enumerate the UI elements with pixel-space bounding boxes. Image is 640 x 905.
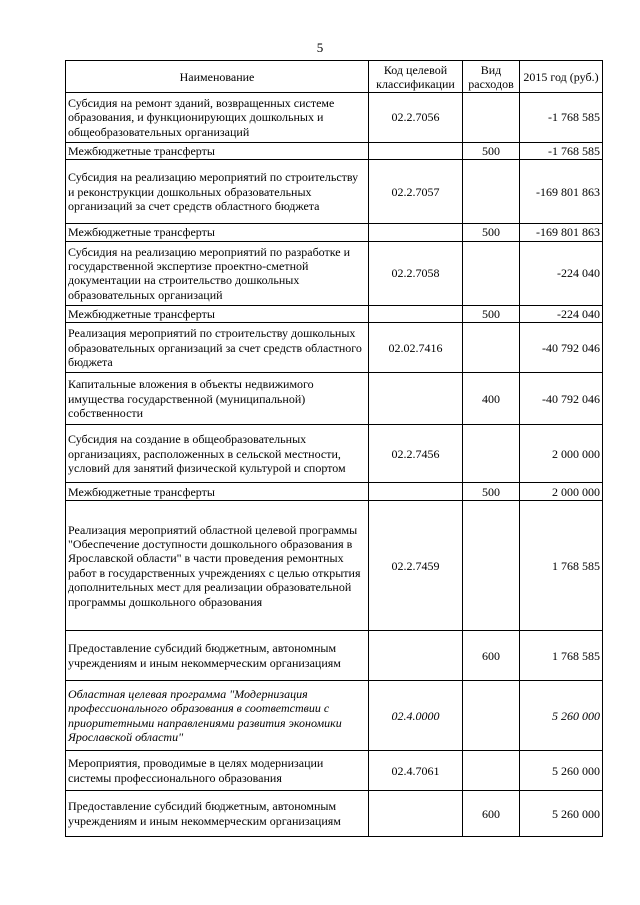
row-amount-cell: -224 040 [520, 305, 603, 322]
budget-table [65, 60, 603, 837]
row-name-cell: Реализация мероприятий областной целевой программы "Обеспечение доступности дошкольного образования в Ярославской области" в части проведения ремонтных работ в государственных учреждениях с целью открытия дополнительных мест для реализации образовательной программы дошкольного образования [66, 501, 369, 631]
row-kind-cell [463, 751, 520, 791]
table-row [66, 751, 603, 791]
row-amount-cell: -169 801 863 [520, 160, 603, 224]
row-kind-cell: 400 [463, 373, 520, 425]
row-kind-cell: 500 [463, 224, 520, 241]
row-kind-cell [463, 160, 520, 224]
row-kind-cell [463, 241, 520, 305]
row-name-cell: Областная целевая программа "Модернизация профессионального образования в соответствии с приоритетными направлениями развития экономики Ярославской области" [66, 681, 369, 751]
table-row [66, 483, 603, 501]
row-code-cell [369, 631, 463, 681]
row-name-cell: Межбюджетные трансферты [66, 143, 369, 160]
row-kind-cell: 500 [463, 483, 520, 501]
row-kind-cell [463, 501, 520, 631]
header-amount: 2015 год (руб.) [520, 61, 603, 93]
row-code-cell: 02.2.7459 [369, 501, 463, 631]
row-amount-cell: 1 768 585 [520, 501, 603, 631]
table-row [66, 791, 603, 837]
row-kind-cell [463, 323, 520, 373]
row-code-cell [369, 483, 463, 501]
row-code-cell [369, 305, 463, 322]
row-kind-cell: 500 [463, 305, 520, 322]
row-amount-cell: -40 792 046 [520, 323, 603, 373]
row-code-cell: 02.4.0000 [369, 681, 463, 751]
header-name: Наименование [66, 61, 369, 93]
row-name-cell: Предоставление субсидий бюджетным, автономным учреждениям и иным некоммерческим организациям [66, 631, 369, 681]
row-name-cell: Субсидия на ремонт зданий, возвращенных системе образования, и функционирующих дошкольных и общеобразовательных организаций [66, 93, 369, 143]
row-kind-cell: 500 [463, 143, 520, 160]
row-amount-cell: 1 768 585 [520, 631, 603, 681]
row-kind-cell [463, 681, 520, 751]
row-amount-cell: 5 260 000 [520, 681, 603, 751]
table-row [66, 224, 603, 241]
row-code-cell: 02.2.7456 [369, 425, 463, 483]
row-code-cell [369, 791, 463, 837]
row-amount-cell: -169 801 863 [520, 224, 603, 241]
row-amount-cell: -1 768 585 [520, 143, 603, 160]
row-amount-cell: -224 040 [520, 241, 603, 305]
row-code-cell [369, 143, 463, 160]
row-name-cell: Субсидия на реализацию мероприятий по разработке и государственной экспертизе проектно-сметной документации на строительство дошкольных образовательных организаций [66, 241, 369, 305]
row-name-cell: Мероприятия, проводимые в целях модернизации системы профессионального образования [66, 751, 369, 791]
row-code-cell: 02.2.7056 [369, 93, 463, 143]
row-name-cell: Межбюджетные трансферты [66, 305, 369, 322]
row-amount-cell: 5 260 000 [520, 751, 603, 791]
row-code-cell: 02.2.7057 [369, 160, 463, 224]
table-row [66, 323, 603, 373]
table-row [66, 93, 603, 143]
table-row [66, 143, 603, 160]
table-row [66, 681, 603, 751]
table-header-row [66, 61, 603, 93]
row-code-cell [369, 224, 463, 241]
row-name-cell: Субсидия на создание в общеобразовательных организациях, расположенных в сельской местности, условий для занятий физической культурой и спортом [66, 425, 369, 483]
row-name-cell: Субсидия на реализацию мероприятий по строительству и реконструкции дошкольных образовательных организаций за счет средств областного бюджета [66, 160, 369, 224]
header-code: Код целевой классификации [369, 61, 463, 93]
row-kind-cell [463, 425, 520, 483]
table-row [66, 305, 603, 322]
row-name-cell: Капитальные вложения в объекты недвижимого имущества государственной (муниципальной) собственности [66, 373, 369, 425]
row-kind-cell: 600 [463, 631, 520, 681]
row-amount-cell: -1 768 585 [520, 93, 603, 143]
row-name-cell: Предоставление субсидий бюджетным, автономным учреждениям и иным некоммерческим организациям [66, 791, 369, 837]
row-code-cell: 02.2.7058 [369, 241, 463, 305]
table-row [66, 631, 603, 681]
row-amount-cell: 2 000 000 [520, 483, 603, 501]
row-name-cell: Межбюджетные трансферты [66, 483, 369, 501]
table-row [66, 160, 603, 224]
row-code-cell: 02.4.7061 [369, 751, 463, 791]
row-name-cell: Реализация мероприятий по строительству дошкольных образовательных организаций за счет средств областного бюджета [66, 323, 369, 373]
header-kind: Вид расходов [463, 61, 520, 93]
row-name-cell: Межбюджетные трансферты [66, 224, 369, 241]
row-amount-cell: -40 792 046 [520, 373, 603, 425]
table-row [66, 241, 603, 305]
row-code-cell: 02.02.7416 [369, 323, 463, 373]
table-row [66, 373, 603, 425]
table-row [66, 425, 603, 483]
row-amount-cell: 2 000 000 [520, 425, 603, 483]
row-kind-cell: 600 [463, 791, 520, 837]
table-body [66, 93, 603, 837]
page-number: 5 [316, 40, 324, 55]
row-kind-cell [463, 93, 520, 143]
row-code-cell [369, 373, 463, 425]
table-row [66, 501, 603, 631]
row-amount-cell: 5 260 000 [520, 791, 603, 837]
